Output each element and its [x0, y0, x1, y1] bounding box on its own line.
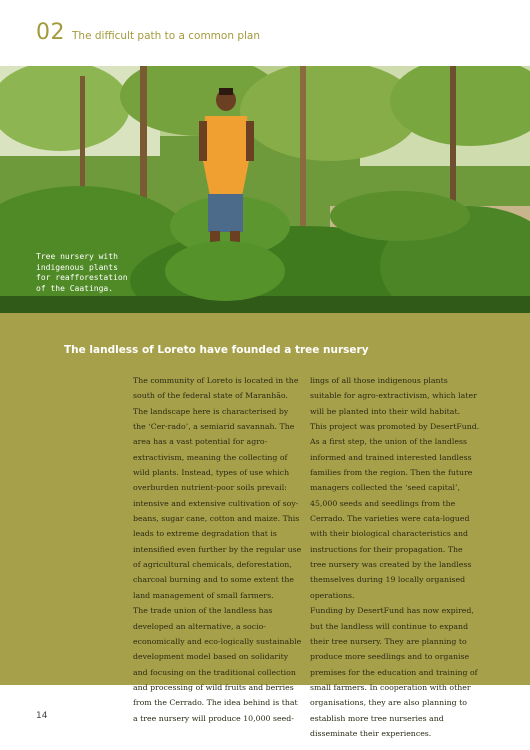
section-title: The landless of Loreto have founded a tree nursery	[64, 344, 369, 356]
paragraph: The trade union of the landless has developed an alternative, a socio-economically and eco-logically sustainable development model based on solidarity and focusing on the traditional collection and processing of wild fruits and berries from the Cerrado. The idea behind is that a tree nursery will produce 10,000 seed-	[133, 606, 302, 723]
paragraph: Funding by DesertFund has now expired, but the landless will continue to expand their tree nursery. They are planning to produce more seedlings and to organise premises for the education and training of small farmers. In cooperation with other organisations, they are also planning to establish more tree nurseries and disseminate their experiences.	[310, 606, 478, 738]
paragraph: The community of Loreto is located in the south of the federal state of Maranhão. The landscape here is characterised by the ‘Cer-rado’, a semiarid savannah. The area has a vast potential for agro-extractivism, meaning the collecting of wild plants. Instead, types of use which overburden nutrient-poor soils prevail: intensive and extensive cultivation of soy-beans, sugar cane, cotton and maize. This leads to extreme degradation that is intensified even further by the regular use of agricultural chemicals, deforestation, charcoal burning and to some extent the land management of small farmers.	[133, 376, 302, 600]
photo-caption: Tree nursery with indigenous plants for reafforestation of the Caatinga.	[36, 252, 128, 293]
chapter-number: 02	[36, 20, 65, 45]
body-column-left	[133, 373, 303, 726]
paragraph: This project was promoted by DesertFund. As a first step, the union of the landless informed and trained interested landless families from the region. Then the future managers collected the ‘seed capital’, 45,000 seeds and seedlings from the Cerrado. The varieties were cata-logued with their biological characteristics and instructions for their propagation. The tree nursery was created by the landless themselves during 19 locally organised operations.	[310, 422, 480, 600]
chapter-title: The difficult path to a common plan	[72, 30, 261, 42]
page-number: 14	[36, 711, 48, 721]
body-column-right	[310, 373, 480, 741]
paragraph: lings of all those indigenous plants suitable for agro-extractivism, which later will be planted into their wild habitat.	[310, 376, 477, 416]
chapter-header	[36, 20, 260, 45]
